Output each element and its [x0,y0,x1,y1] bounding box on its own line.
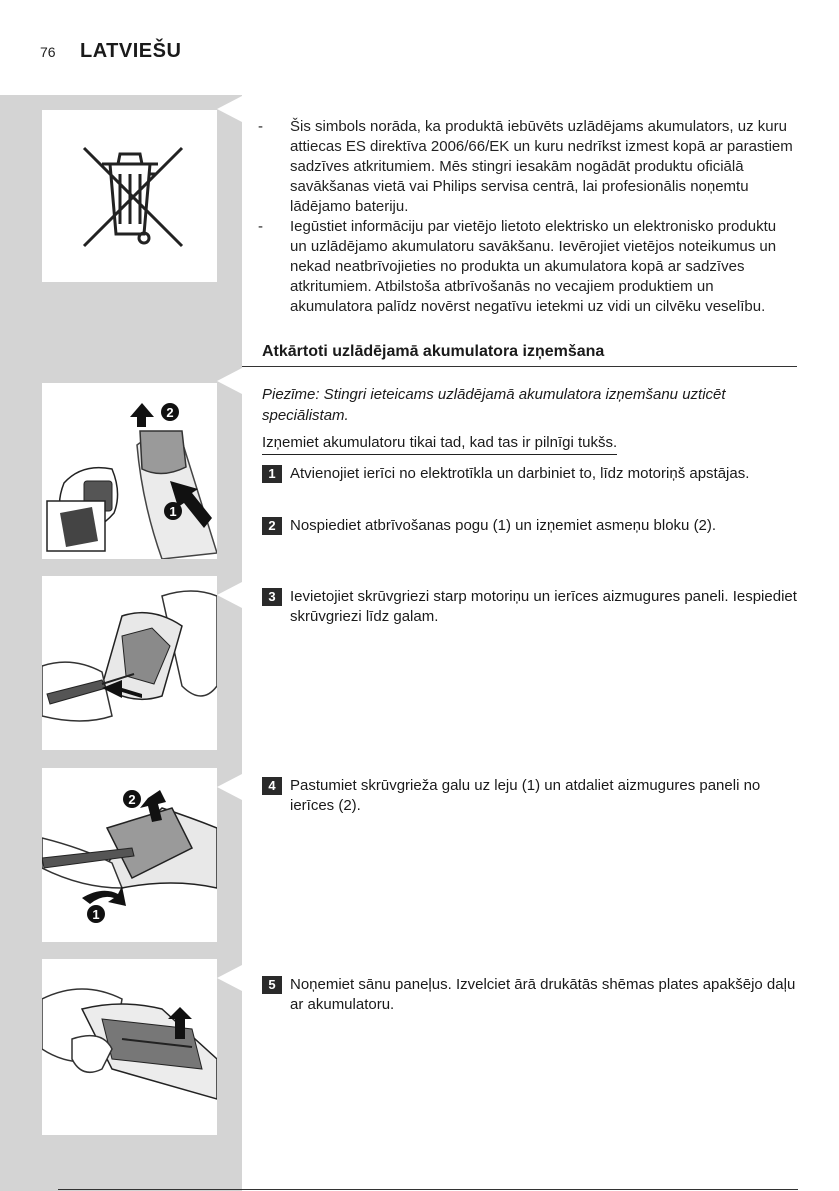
bullet-text: Iegūstiet informāciju par vietējo lietoto elektrisko un elektronisko produktu un uzlādējamo akumulatoru savākšanu. Ievērojiet vietējos noteikumus un nekad neatbrīvojieties no produkta un akumulatora kopā ar sadzīves atkritumiem. Atbilstoša atbrīvošanās no vecajiem produktiem un akumulatora palīdz novērst negatīvu ietekmi uz vidi un cilvēku veselību. [290,218,777,315]
step-number: 2 [262,517,282,535]
step-text: Pastumiet skrūvgrieža galu uz leju (1) un atdaliet aizmugures paneli no ierīces (2). [290,777,761,814]
disposal-bullet-2 [258,217,793,317]
step-illustration-4 [42,768,217,942]
step-illustration-3 [42,576,217,750]
step-number: 5 [262,976,282,994]
step-4 [262,776,802,816]
step-text: Nospiediet atbrīvošanas pogu (1) un izņemiet asmeņu bloku (2). [290,517,717,534]
panel-pointer [217,582,242,608]
crossed-out-wheelie-bin-icon [42,110,217,282]
callout-one: 1 [169,504,177,519]
step-5 [262,975,802,1015]
callout-two: 2 [166,405,174,420]
page-title: LATVIEŠU [80,40,182,62]
bullet-marker: - [258,218,263,235]
callout-two: 2 [128,792,136,807]
step-illustration-1-2 [42,383,217,559]
section-divider [242,366,797,367]
footer-rule [58,1189,798,1190]
step-text: Noņemiet sānu paneļus. Izvelciet ārā drukātās shēmas plates apakšējo daļu ar akumulatoru. [290,976,796,1013]
step-1 [262,464,802,484]
pcb-removal-illustration [42,959,217,1135]
warning-text: Izņemiet akumulatoru tikai tad, kad tas ir pilnīgi tukšs. [262,433,617,455]
callout-one: 1 [92,907,100,922]
page-number: 76 [40,44,56,60]
step-3 [262,587,802,627]
step-number: 1 [262,465,282,483]
step-illustration-5 [42,959,217,1135]
section-heading: Atkārtoti uzlādējamā akumulatora izņemšana [262,343,605,360]
panel-pointer [217,965,242,991]
blade-removal-illustration [42,383,217,559]
step-number: 3 [262,588,282,606]
screwdriver-insertion-illustration [42,576,217,750]
step-2 [262,516,802,536]
disposal-illustration-panel [42,110,217,282]
panel-pointer [217,96,242,122]
step-number: 4 [262,777,282,795]
bullet-text: Šis simbols norāda, ka produktā iebūvēts uzlādējams akumulators, uz kuru attiecas ES direktīva 2006/66/EK un kuru nedrīkst izmest kopā ar parastiem sadzīves atkritumiem. Mēs stingri iesakām nogādāt produktu oficiālā savākšanas vietā vai Philips servisa centrā, lai profesionālis noņemtu lādējamo bateriju. [290,118,793,215]
step-text: Ievietojiet skrūvgriezi starp motoriņu un ierīces aizmugures paneli. Iespiediet skrūvgriezi līdz galam. [290,588,797,625]
note-text: Piezīme: Stingri ieteicams uzlādējamā akumulatora izņemšanu uzticēt speciālistam. [262,386,726,424]
panel-pointer [217,368,242,394]
step-text: Atvienojiet ierīci no elektrotīkla un darbiniet to, līdz motoriņš apstājas. [290,465,750,482]
panel-detach-illustration [42,768,217,942]
bullet-marker: - [258,118,263,135]
disposal-bullet-1 [258,117,793,217]
panel-pointer [217,774,242,800]
